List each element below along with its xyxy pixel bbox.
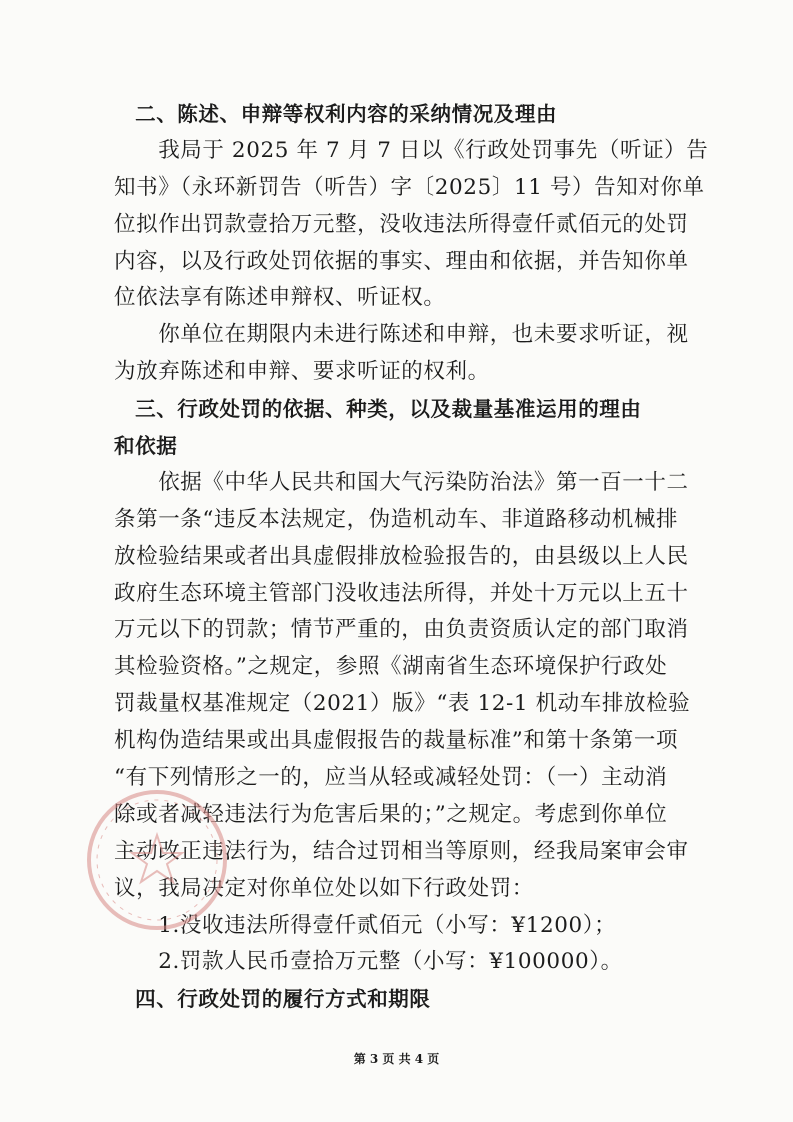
body-text-line: 议，我局决定对你单位处以如下行政处罚： [114, 875, 534, 901]
body-text-line: 条第一条“违反本法规定，伪造机动车、非道路移动机械排 [114, 506, 679, 532]
page-number-footer: 第 3 页 共 4 页 [353, 1052, 440, 1066]
section-heading-line: 四、行政处罚的履行方式和期限 [114, 987, 431, 1012]
body-text-line: 位拟作出罚款壹拾万元整，没收违法所得壹仟贰佰元的处罚 [114, 211, 689, 237]
body-text-line: “有下列情形之一的，应当从轻或减轻处罚：（一）主动消 [114, 765, 668, 791]
body-text-line: 除或者减轻违法行为危害后果的；”之规定。考虑到你单位 [114, 801, 668, 827]
section-heading-line: 二、陈述、申辩等权利内容的采纳情况及理由 [114, 102, 558, 126]
body-text-line: 你单位在期限内未进行陈述和申辩，也未要求听证，视 [114, 322, 689, 348]
body-text-line: 依据《中华人民共和国大气污染防治法》第一百一十二 [114, 469, 689, 495]
official-seal-icon [82, 785, 232, 935]
body-text-line: 2.罚款人民币壹拾万元整（小写：¥100000）。 [114, 949, 623, 975]
body-text-line: 位依法享有陈述申辩权、听证权。 [114, 285, 446, 311]
body-text-line: 政府生态环境主管部门没收违法所得，并处十万元以上五十 [114, 580, 689, 606]
section-heading-line: 三、行政处罚的依据、种类，以及裁量基准运用的理由 [114, 397, 642, 422]
body-text-line: 内容，以及行政处罚依据的事实、理由和依据，并告知你单 [114, 248, 689, 274]
body-text-line: 万元以下的罚款；情节严重的，由负责资质认定的部门取消 [114, 617, 689, 643]
body-text-line: 主动改正违法行为，结合过罚相当等原则，经我局案审会审 [114, 838, 689, 864]
body-text-line: 放检验结果或者出具虚假排放检验报告的，由县级以上人民 [114, 543, 689, 569]
section-heading-line: 和依据 [114, 434, 178, 459]
body-text-line: 其检验资格。”之规定，参照《湖南省生态环境保护行政处 [114, 654, 668, 680]
body-text-line: 机构伪造结果或出具虚假报告的裁量标准”和第十条第一项 [114, 728, 679, 754]
body-text-line: 为放弃陈述和申辩、要求听证的权利。 [114, 359, 490, 385]
body-text-line: 1.没收违法所得壹仟贰佰元（小写：¥1200）； [114, 912, 617, 938]
body-text-line: 知书》（永环新罚告（听告）字〔2025〕11 号）告知对你单 [114, 174, 705, 200]
body-text-line: 我局于 2025 年 7 月 7 日以《行政处罚事先（听证）告 [114, 137, 709, 163]
body-text-line: 罚裁量权基准规定（2021）版》“表 12-1 机动车排放检验 [114, 691, 691, 717]
